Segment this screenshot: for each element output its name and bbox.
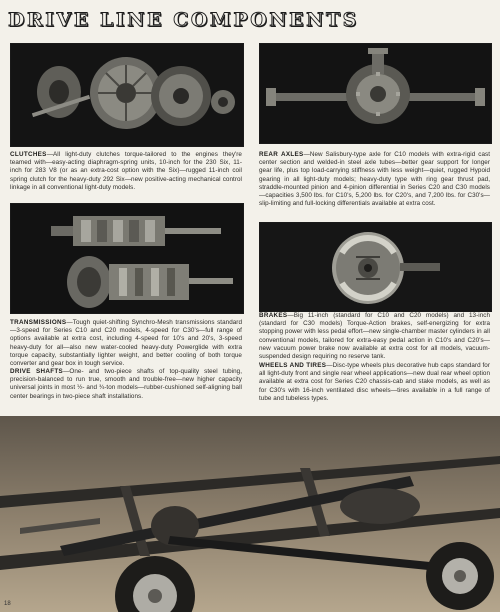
transmissions-body: Tough quiet-shifting Synchro-Mesh transmissions standard—3-speed for Series C10 and C20 models, 4-speed for C30's—full range of options available at extra cost, including 4-speed for 10's and 20's, 3-speed heavy-duty for all—also new water-cooled heavy-duty Powerglide with extra torque capacity, substantially lighter weight, and better cooling of both torque converter and gear box in tough service.: [10, 319, 242, 368]
clutches-paragraph: CLUTCHES—All light-duty clutches torque-tailored to the engines they're teamed with—easy-acting diaphragm-spring units, 10-inch for the 230 Six, 11-inch for 283 V8 (or as an extra-cost option with the Six)—rugged 11-inch coil spring clutch for the heavy-duty 292 Six—new positive-acting mechanical control linkage in all conventional light-duty models.: [10, 151, 242, 191]
wheels-tires-heading: WHEELS AND TIRES: [259, 362, 327, 369]
brakes-paragraph: BRAKES—Big 11-inch (standard for C10 and C20 models) and 13-inch (standard for C30 models) Torque-Action brakes, self-energizing for extra stopping power with less pedal effort—new single-chamber master cylinders in all conventional models, tailored for extra-easy pedal action in C10's and C20's—new vacuum power brake now available at extra cost for all models, vacuum-suspended design requiring no reserve tank.: [259, 312, 490, 361]
rear-axle-photo: [259, 43, 492, 144]
clutches-heading: CLUTCHES: [10, 151, 47, 158]
brake-illustration: [260, 223, 491, 311]
drive-shafts-paragraph: DRIVE SHAFTS—One- and two-piece shafts of top-quality steel tubing, precision-balanced to run true, smooth and trouble-free—new higher capacity universal joints in most ½- and ¾-ton models—rubber-cushioned self-aligning ball center bearings in two-piece shaft installations.: [10, 368, 243, 400]
transmissions-paragraph: TRANSMISSIONS—Tough quiet-shifting Synchro-Mesh transmissions standard—3-speed for Series C10 and C20 models, 4-speed for C30's—full range of options available at extra cost, including 4-speed for 10's and 20's, 3-speed heavy-duty for all—also new water-cooled heavy-duty Powerglide with extra torque capacity, substantially lighter weight, and better cooling of both torque converter and gear box in tough service.: [10, 319, 242, 368]
clutch-illustration: [11, 44, 243, 146]
wheels-tires-body: Disc-type wheels plus decorative hub caps standard for all light-duty front and single rear wheel applications—new dual rear wheel option available at extra cost for Series C20 chassis-cab and stake models, as well as for C30's with 16-inch ventilated disc wheels—tires available in a full range of tube and tubeless types.: [259, 362, 490, 402]
clutch-components-photo: [10, 43, 244, 147]
brake-drum-photo: [259, 222, 492, 312]
page-number: 18: [4, 601, 11, 607]
rear-axle-illustration: [260, 44, 491, 143]
brakes-heading: BRAKES: [259, 312, 288, 319]
drive-shafts-body: One- and two-piece shafts of top-quality steel tubing, precision-balanced to run true, smooth and trouble-free—new higher capacity universal joints in most ½- and ¾-ton models—rubber-cushioned self-aligning ball center bearings in two-piece shaft installations.: [10, 368, 243, 400]
chassis-illustration: [0, 416, 500, 612]
chassis-driveline-photo: [0, 416, 500, 612]
transmissions-heading: TRANSMISSIONS: [10, 319, 67, 326]
rear-axles-body: New Salisbury-type axle for C10 models with extra-rigid cast center section and welded-in steel axle tubes—better gear support for longer gear life, plus top load-carrying stiffness with less weight—quiet, rugged Hypoid gearing in all light-duty models; heavy-duty type with ring gear thrust pad, straddle-mounted pinion and 4-pinion differential in Series C20 and C30 models—capacities 3,500 lbs. for C10's, 5,200 lbs. for C20's, and 7,200 lbs. for C30's—slip-limiting and full-locking differentials available at extra cost.: [259, 151, 490, 208]
drive-shafts-heading: DRIVE SHAFTS: [10, 368, 64, 375]
rear-axles-paragraph: REAR AXLES—New Salisbury-type axle for C10 models with extra-rigid cast center section and welded-in steel axle tubes—better gear support for longer gear life, plus top load-carrying stiffness with less weight—quiet, rugged Hypoid gearing in all light-duty models; heavy-duty type with ring gear thrust pad, straddle-mounted pinion and 4-pinion differential in Series C20 and C30 models—capacities 3,500 lbs. for C10's, 5,200 lbs. for C20's, and 7,200 lbs. for C30's—slip-limiting and full-locking differentials available at extra cost.: [259, 151, 490, 208]
wheels-tires-paragraph: WHEELS AND TIRES—Disc-type wheels plus decorative hub caps standard for all light-duty front and single rear wheel applications—new dual rear wheel option available at extra cost for Series C20 chassis-cab and stake models, as well as for C30's with 16-inch ventilated disc wheels—tires available in a full range of tube and tubeless types.: [259, 362, 490, 402]
rear-axles-heading: REAR AXLES: [259, 151, 304, 158]
transmission-photo: [10, 203, 244, 314]
page-title: DRIVE LINE COMPONENTS: [8, 9, 359, 31]
transmission-illustration: [11, 204, 243, 313]
clutches-body: All light-duty clutches torque-tailored to the engines they're teamed with—easy-acting diaphragm-spring units, 10-inch for the 230 Six, 11-inch for 283 V8 (or as an extra-cost option with the Six)—rugged 11-inch coil spring clutch for the heavy-duty 292 Six—new positive-acting mechanical control linkage in all conventional light-duty models.: [10, 151, 242, 191]
brakes-body: Big 11-inch (standard for C10 and C20 models) and 13-inch (standard for C30 models) Torque-Action brakes, self-energizing for extra stopping power with less pedal effort—new single-chamber master cylinders in all conventional models, tailored for extra-easy pedal action in C10's and C20's—new vacuum power brake now available at extra cost for all models, vacuum-suspended design requiring no reserve tank.: [259, 312, 490, 361]
